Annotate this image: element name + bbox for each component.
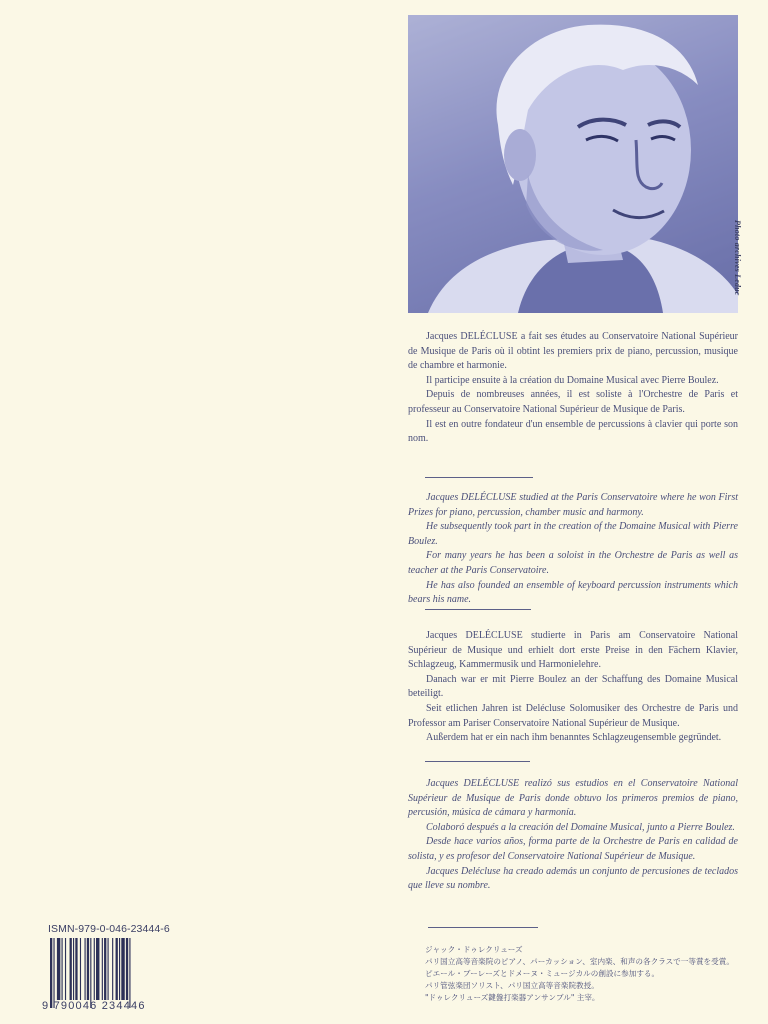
section-divider (425, 477, 533, 478)
bio-line: "ドゥレクリューズ鍵盤打楽器アンサンブル" 主宰。 (425, 993, 600, 1002)
bio-paragraph: For many years he has been a soloist in the Orchestre de Paris as well as teacher at the Paris Conservatoire. (408, 550, 738, 576)
portrait-photo (408, 15, 738, 313)
bio-english (408, 491, 738, 608)
bio-paragraph: Jacques DELÉCLUSE a fait ses études au Conservatoire National Supérieur de Musique de Paris où il obtint les premiers prix de piano, percussion, musique de chambre et harmonie. (408, 331, 738, 372)
bio-paragraph: Depuis de nombreuses années, il est soliste à l'Orchestre de Paris et professeur au Conservatoire National Supérieur de Musique de Paris. (408, 389, 738, 415)
section-divider (425, 609, 531, 610)
bio-line: パリ国立高等音楽院のピアノ、パーカッション、室内楽、和声の各クラスで一等賞を受賞。 (425, 957, 734, 966)
ismn-number: ISMN-979-0-046-23444-6 (48, 923, 170, 935)
bio-paragraph: Desde hace varios años, forma parte de la Orchestre de Paris en calidad de solista, y es profesor del Conservatoire National Supérieur de Musique. (408, 836, 738, 862)
bio-paragraph: He subsequently took part in the creation of the Domaine Musical with Pierre Boulez. (408, 521, 738, 547)
bio-paragraph: Jacques DELÉCLUSE studierte in Paris am Conservatoire National Supérieur de Musique und erhielt dort erste Preise in den Fächern Klavier, Schlagzeug, Kammermusik und Harmonielehre. (408, 630, 738, 671)
bio-paragraph: Seit etlichen Jahren ist Delécluse Solomusiker des Orchestre de Paris und Professor am Pariser Conservatoire National Supérieur de Musique. (408, 702, 738, 729)
portrait-illustration (408, 15, 738, 313)
bio-japanese (425, 944, 745, 1004)
bio-spanish (408, 777, 738, 894)
section-divider (425, 761, 530, 762)
barcode-digits: 9 790046 234446 (42, 1000, 146, 1012)
bio-paragraph: Jacques Delécluse ha creado además un conjunto de percusiones de teclados que lleve su nombre. (408, 865, 738, 892)
bio-paragraph: Außerdem hat er ein nach ihm benanntes Schlagzeugensemble gegründet. (426, 732, 722, 744)
bio-paragraph: Jacques DELÉCLUSE realizó sus estudios en el Conservatoire National Supérieur de Musique de Paris donde obtuvo los primeros premios de piano, percusión, música de cámara y harmonía. (408, 778, 738, 819)
bio-french (408, 330, 738, 447)
bio-paragraph: Jacques DELÉCLUSE studied at the Paris Conservatoire where he won First Prizes for piano, percussion, chamber music and harmony. (408, 492, 738, 518)
bio-german (408, 629, 738, 746)
bio-paragraph: He has also founded an ensemble of keyboard percussion instruments which bears his name. (408, 579, 738, 606)
bio-line: パリ管弦楽団ソリスト、パリ国立高等音楽院教授。 (425, 981, 599, 990)
section-divider (428, 927, 538, 928)
bio-paragraph: Il est en outre fondateur d'un ensemble de percussions à clavier qui porte son nom. (408, 418, 738, 445)
bio-line: ジャック・ドゥレクリューズ (425, 945, 523, 954)
bio-line: ピエール・ブーレーズとドメーヌ・ミュージカルの創設に参加する。 (425, 969, 660, 978)
bio-paragraph: Danach war er mit Pierre Boulez an der Schaffung des Domaine Musical beteiligt. (408, 673, 738, 700)
photo-credit: Photo archives Leduc (733, 220, 742, 296)
bio-paragraph: Colaboró después a la creación del Domaine Musical, junto a Pierre Boulez. (426, 821, 735, 833)
bio-paragraph: Il participe ensuite à la création du Domaine Musical avec Pierre Boulez. (426, 374, 719, 386)
